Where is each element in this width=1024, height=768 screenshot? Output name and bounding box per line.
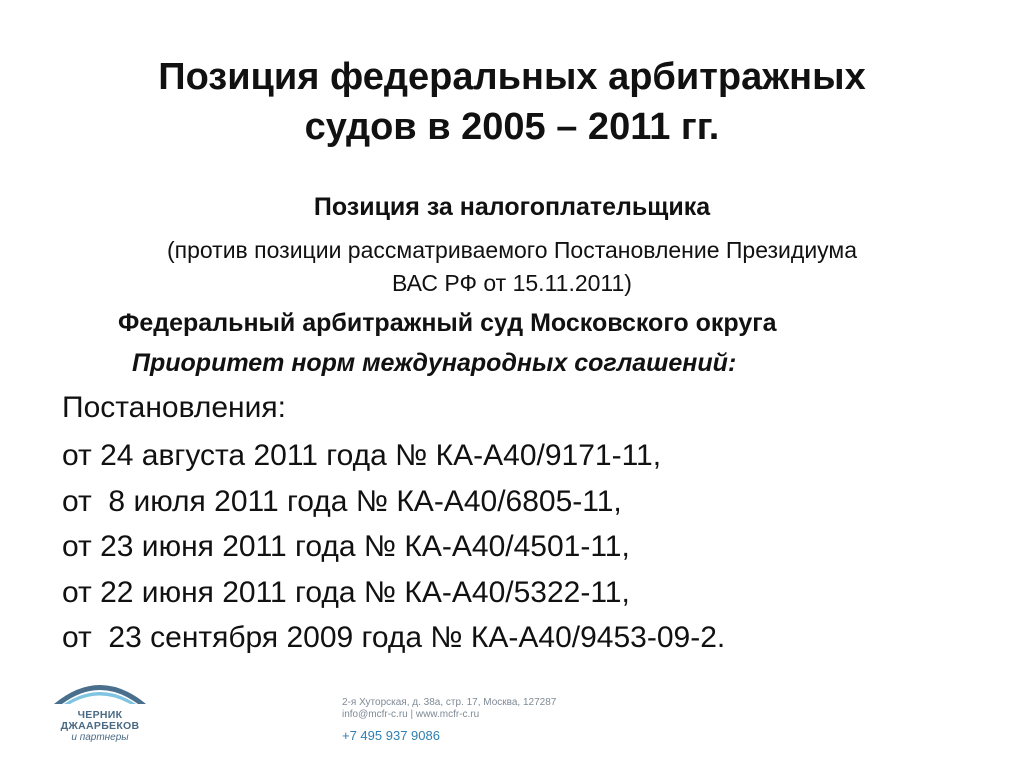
context-note <box>40 234 984 300</box>
court-name: Федеральный арбитражный суд Московского округа <box>118 309 777 337</box>
slide-title <box>0 52 1024 152</box>
logo-text-line2: ДЖААРБЕКОВ <box>60 720 140 732</box>
slide-subtitle: Позиция за налогоплательщика <box>313 193 711 221</box>
context-note-line1: (против позиции рассматриваемого Постановление Президиума <box>166 237 858 263</box>
bridge-arc-logo-icon <box>48 672 152 712</box>
decree-item: от 8 июля 2011 года № КА-А40/6805-11, <box>62 484 622 518</box>
decree-item: от 23 июня 2011 года № КА-А40/4501-11, <box>62 530 630 563</box>
slide-title-line2: судов в 2005 – 2011 гг. <box>304 106 720 148</box>
contact-info <box>342 697 556 721</box>
decree-item: от 23 сентября 2009 года № КА-А40/9453-09-2. <box>62 621 726 654</box>
company-email-web: info@mcfr-c.ru | www.mcfr-c.ru <box>342 709 480 720</box>
footer <box>0 668 1024 768</box>
logo-text <box>48 710 152 743</box>
decree-item: от 24 августа 2011 года № КА-А40/9171-11, <box>62 439 662 472</box>
decree-item: от 22 июня 2011 года № КА-А40/5322-11, <box>62 575 630 609</box>
slide-title-line1: Позиция федеральных арбитражных <box>158 56 866 98</box>
company-address: 2-я Хуторская, д. 38а, стр. 17, Москва, 127287 <box>342 697 557 708</box>
decree-list <box>62 433 725 661</box>
company-logo <box>48 672 152 752</box>
company-phone: +7 495 937 9086 <box>342 728 440 743</box>
logo-text-line1: ЧЕРНИК <box>77 709 123 721</box>
decrees-heading: Постановления: <box>62 391 286 424</box>
logo-text-line3: и партнеры <box>71 732 129 743</box>
context-note-line2: ВАС РФ от 15.11.2011) <box>392 270 632 296</box>
priority-heading: Приоритет норм международных соглашений: <box>132 349 737 377</box>
